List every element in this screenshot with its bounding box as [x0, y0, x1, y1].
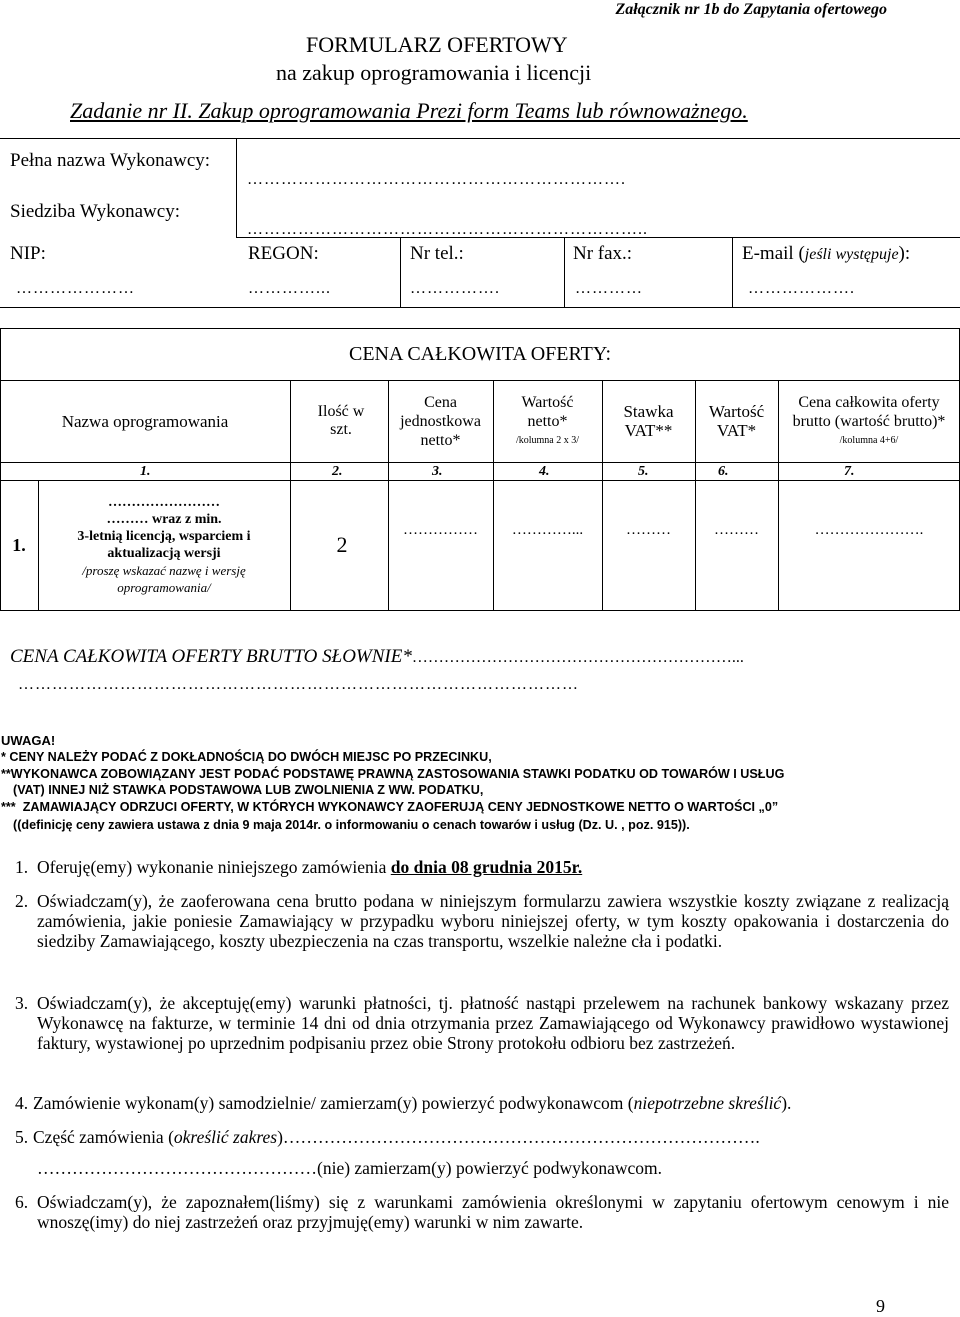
statement-4-number: 4. — [15, 1093, 29, 1113]
notes-title: UWAGA! — [1, 733, 56, 748]
header-name: Nazwa oprogramowania — [61, 411, 229, 431]
column-number: 4. — [539, 464, 550, 479]
header-vat-value: Wartość VAT* — [708, 402, 765, 440]
column-number: 3. — [432, 464, 443, 479]
attachment-label: Załącznik nr 1b do Zapytania ofertowego — [615, 1, 887, 18]
regon-label: REGON: — [248, 243, 319, 264]
note-1: * CENY NALEŻY PODAĆ Z DOKŁADNOŚCIĄ DO DWÓCH MIEJSC PO PRZECINKU, — [1, 750, 492, 764]
statement-6-number: 6. — [15, 1192, 29, 1212]
email-label: E-mail (jeśli występuje): — [742, 243, 911, 264]
note-3-cont: ((definicję ceny zawiera ustawa z dnia 9 maja 2014r. o informowaniu o cenach towarów i usług (Dz. U. , poz. 915)). — [13, 818, 690, 832]
statement-3-number: 3. — [15, 993, 29, 1013]
row-number: 1. — [12, 534, 26, 555]
price-table — [0, 328, 960, 610]
contractor-seat-label: Siedziba Wykonawcy: — [10, 201, 180, 222]
qty-cell: 2 — [336, 532, 348, 557]
regon-field[interactable]: …………... — [248, 280, 331, 297]
header-gross: Cena całkowita oferty brutto (wartość brutto)* /kolumna 4+6/ — [792, 393, 946, 446]
statement-5-line2[interactable]: …………………………………………(nie) zamierzam(y) powierzyć podwykonawcom. — [37, 1158, 662, 1178]
form-title: FORMULARZ OFERTOWY — [306, 32, 568, 57]
form-subtitle: na zakup oprogramowania i licencji — [276, 60, 592, 85]
table-title: CENA CAŁKOWITA OFERTY: — [348, 342, 612, 365]
phone-label: Nr tel.: — [410, 243, 464, 264]
contractor-name-label: Pełna nazwa Wykonawcy: — [10, 150, 211, 171]
total-words-field[interactable]: ……………………………………………………... — [411, 649, 744, 666]
contractor-info — [0, 138, 960, 308]
vat-value-cell[interactable]: ……… — [714, 521, 759, 538]
statement-3: Oświadczam(y), że akceptuję(emy) warunki płatności, tj. płatność nastąpi przelewem na rachunek bankowy wskazany przez Wykonawcę na fakturze, w terminie 14 dni od dnia otrzymania przez Zamawiającego od Wykonawcy prawidłowo wystawionej faktury, wystawionej po uprzednim podpisaniu przez obie Strony protokołu odbioru bez zastrzeżeń. — [37, 993, 949, 1053]
note-2-cont: (VAT) INNEJ NIŻ STAWKA PODSTAWOWA LUB ZWOLNIENIA Z WW. PODATKU, — [13, 783, 484, 797]
task-title: Zadanie nr II. Zakup oprogramowania Prezi form Teams lub równoważnego. — [70, 98, 748, 123]
statement-5-number: 5. — [15, 1127, 29, 1147]
column-number: 2. — [332, 464, 343, 479]
unit-price-cell[interactable]: …………… — [403, 521, 478, 538]
column-number: 7. — [844, 464, 855, 479]
vat-rate-cell[interactable]: ……… — [626, 521, 671, 538]
statement-5: Część zamówienia (określić zakres)………………………………………………………………………. — [33, 1127, 760, 1147]
software-name-cell[interactable]: …………………… ……… wraz z min. 3-letnią licencją, wsparciem i aktualizacją wersji /proszę wskazać nazwę i wersję oprogramowania/ — [77, 495, 251, 595]
email-field[interactable]: ………………. — [748, 280, 855, 297]
page-number: 9 — [876, 1296, 885, 1316]
statement-6: Oświadczam(y), że zapoznałem(liśmy) się z warunkami zamówienia określonymi w zapytaniu ofertowym cenowym i nie wnoszę(imy) do niej zastrzeżeń oraz przyjmuję(emy) warunki w nim zawarte. — [37, 1192, 949, 1232]
phone-field[interactable]: ……………. — [410, 280, 500, 297]
contractor-name-field[interactable]: …………………………………………………………. — [247, 171, 626, 188]
gross-cell[interactable]: …………………. — [814, 521, 924, 538]
nip-field[interactable]: ………………… — [16, 280, 135, 297]
statement-2: Oświadczam(y), że zaoferowana cena brutto podana w niniejszym formularzu zawiera wszystkie koszty związane z realizacją zamówienia, jakie poniesie Zamawiający w przypadku wyboru niniejszej oferty, w tym koszty opakowania i dostarczenia do siedziby Zamawiającego, koszty ubezpieczenia na czas transportu, wszelkie należne cła i podatki. — [37, 891, 949, 951]
statement-4: Zamówienie wykonam(y) samodzielnie/ zamierzam(y) powierzyć podwykonawcom (niepotrzebne skreślić). — [33, 1093, 792, 1113]
net-value-cell[interactable]: …………... — [511, 521, 584, 538]
note-2: **WYKONAWCA ZOBOWIĄZANY JEST PODAĆ PODSTAWĘ PRAWNĄ ZASTOSOWANIA STAWKI PODATKU OD TOWARÓW I USŁUG — [1, 767, 785, 781]
statement-1-number: 1. — [15, 857, 29, 877]
column-number: 5. — [638, 464, 649, 479]
header-unit-price: Cena jednostkowa netto* — [400, 393, 481, 449]
note-3: *** ZAMAWIAJĄCY ODRZUCI OFERTY, W KTÓRYCH WYKONAWCY ZAOFERUJĄ CENY JEDNOSTKOWE NETTO O WARTOŚCI „0” — [1, 800, 779, 814]
fax-field[interactable]: ………… — [575, 280, 643, 297]
total-words-field-line2[interactable]: ……………………………………………………………………………………… — [18, 676, 579, 693]
nip-label: NIP: — [10, 243, 46, 264]
statement-2-number: 2. — [15, 891, 29, 911]
scope-field[interactable]: )………………………………………………………………………. — [277, 1127, 760, 1147]
statement-1: Oferuję(emy) wykonanie niniejszego zamówienia do dnia 08 grudnia 2015r. — [37, 857, 583, 877]
contractor-seat-field[interactable]: …………………………………………………………….. — [247, 221, 648, 238]
column-number: 1. — [140, 464, 151, 479]
header-net-value: Wartość netto* /kolumna 2 x 3/ — [515, 393, 580, 446]
header-vat-rate: Stawka VAT** — [623, 402, 674, 440]
total-words-label: CENA CAŁKOWITA OFERTY BRUTTO SŁOWNIE*……………………………………………………... — [10, 646, 744, 667]
header-qty: Ilość w szt. — [317, 403, 365, 438]
column-number: 6. — [718, 464, 729, 479]
fax-label: Nr fax.: — [573, 243, 633, 264]
